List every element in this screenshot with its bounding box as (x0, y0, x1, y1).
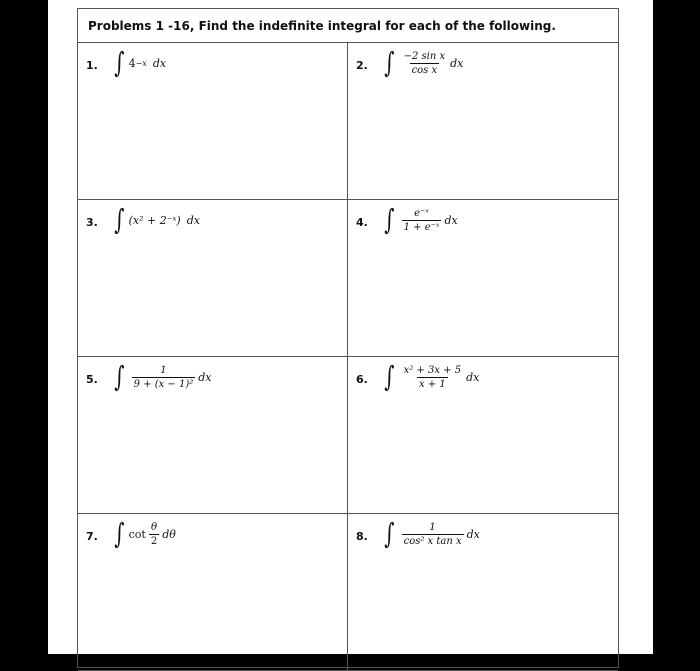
numerator: e⁻ˣ (414, 207, 429, 219)
fraction (149, 522, 159, 547)
integrand-exponent: −x (135, 58, 147, 68)
differential: dx (450, 56, 464, 70)
table-row (78, 200, 618, 357)
problem-number: 7. (86, 530, 98, 543)
problem-expression-2 (382, 46, 464, 79)
numerator: 1 (160, 364, 167, 376)
problem-expression-1 (112, 46, 167, 79)
numerator: 1 (429, 521, 436, 533)
integrand: (x² + 2⁻ˣ) (128, 213, 181, 227)
problem-expression-7 (112, 517, 176, 550)
numerator: −2 sin x (403, 50, 446, 62)
problem-number: 5. (86, 373, 98, 386)
problem-number: 8. (356, 530, 368, 543)
table-row (78, 357, 618, 514)
problem-number: 1. (86, 59, 98, 72)
fraction (402, 51, 448, 76)
integral-symbol: ∫ (384, 203, 395, 236)
fraction (132, 365, 196, 390)
problem-cell-7 (78, 514, 348, 670)
table-row (78, 514, 618, 671)
integral-symbol: ∫ (114, 360, 125, 393)
differential: dθ (162, 527, 176, 541)
cot-function: cot (128, 527, 146, 541)
numerator: θ (150, 521, 158, 533)
denominator: 2 (150, 535, 158, 547)
differential: dx (198, 370, 212, 384)
page-title: Problems 1 -16, Find the indefinite integral for each of the following. (78, 9, 618, 43)
problem-expression-3 (112, 203, 200, 236)
problem-cell-4 (348, 200, 618, 356)
denominator: x + 1 (418, 378, 446, 390)
integral-symbol: ∫ (384, 517, 395, 550)
denominator: cos² x tan x (403, 535, 462, 547)
problem-number: 6. (356, 373, 368, 386)
table-row (78, 43, 618, 200)
problem-number: 2. (356, 59, 368, 72)
problem-cell-3 (78, 200, 348, 356)
differential: dx (186, 213, 200, 227)
problem-number: 3. (86, 216, 98, 229)
integral-symbol: ∫ (114, 517, 125, 550)
problem-expression-8 (382, 517, 480, 550)
problem-cell-1 (78, 43, 348, 199)
problem-table (77, 8, 619, 668)
integral-symbol: ∫ (114, 203, 125, 236)
fraction (402, 522, 464, 547)
differential: dx (152, 56, 167, 70)
integral-symbol: ∫ (384, 360, 395, 393)
problem-expression-4 (382, 203, 458, 236)
fraction (402, 208, 442, 233)
integral-symbol: ∫ (384, 46, 395, 79)
problem-cell-5 (78, 357, 348, 513)
integrand-base: 4 (128, 56, 136, 70)
numerator: x² + 3x + 5 (403, 364, 462, 376)
problem-grid (78, 43, 618, 671)
denominator: cos x (411, 64, 438, 76)
denominator: 9 + (x − 1)² (133, 378, 194, 390)
problem-cell-2 (348, 43, 618, 199)
fraction (402, 365, 464, 390)
problem-cell-8 (348, 514, 618, 670)
differential: dx (444, 213, 458, 227)
worksheet-page (48, 0, 653, 654)
integral-symbol: ∫ (114, 46, 125, 79)
denominator: 1 + e⁻ˣ (403, 221, 440, 233)
problem-number: 4. (356, 216, 368, 229)
problem-expression-6 (382, 360, 480, 393)
problem-cell-6 (348, 357, 618, 513)
differential: dx (466, 370, 480, 384)
differential: dx (466, 527, 480, 541)
problem-expression-5 (112, 360, 212, 393)
